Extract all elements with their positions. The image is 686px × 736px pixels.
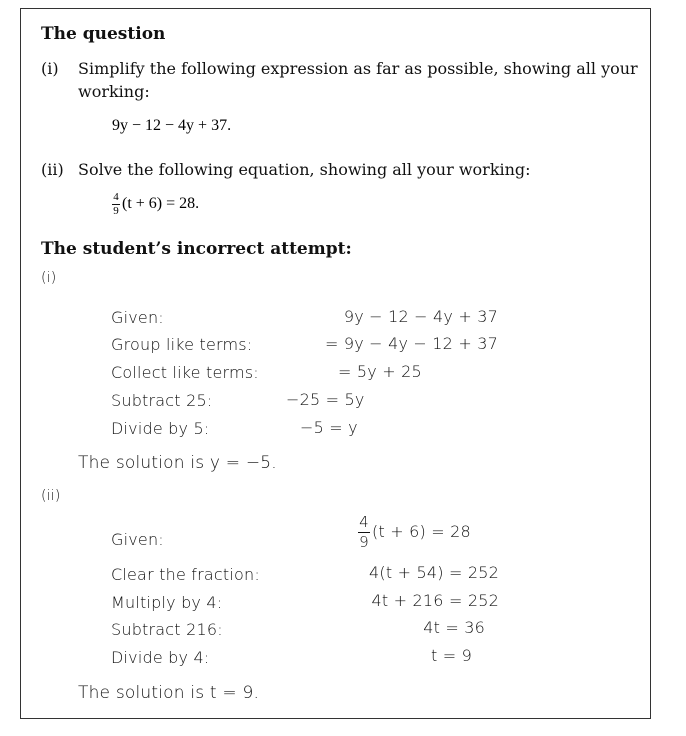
part2-given-expr [358,515,471,550]
part2-step-expr: 4(t + 54) = 252 [369,563,499,582]
attempt-heading: The student’s incorrect attempt: [41,239,352,259]
part2-step-label: Subtract 216: [111,620,223,639]
part1-step-label: Divide by 5: [111,419,210,438]
q1-label: (i) [41,59,59,78]
part1-step-expr: = 9y − 4y − 12 + 37 [324,334,498,353]
question-heading: The question [41,24,166,44]
part1-solution: The solution is y = −5. [78,453,277,473]
part1-step-expr: = 5y + 25 [338,362,422,381]
part2-step-label: Multiply by 4: [111,593,223,612]
part2-step-label: Clear the fraction: [111,565,260,584]
part1-step-expr: −25 = 5y [286,390,365,409]
q2-fraction [112,192,120,217]
part2-given-numerator: 4 [359,513,369,531]
part1-step-label: Collect like terms: [111,363,259,382]
part2-step-expr: 4t = 36 [423,618,485,637]
q1-text-line1: Simplify the following expression as far as possible, showing all your [78,59,638,78]
q2-fraction-denominator: 9 [113,205,119,217]
part1-label: (i) [41,270,57,286]
q2-label: (ii) [41,160,64,179]
part1-step-expr: −5 = y [300,418,358,437]
part2-given-label: Given: [111,530,164,549]
part1-step-label: Group like terms: [111,335,253,354]
part2-given-denominator: 9 [359,533,369,551]
part2-solution: The solution is t = 9. [78,683,260,703]
q2-equation-rest: (t + 6) = 28. [122,195,200,213]
part2-step-label: Divide by 4: [111,648,210,667]
q2-equation [112,192,199,217]
part2-step-expr: 4t + 216 = 252 [371,591,499,610]
part2-label: (ii) [41,488,61,504]
part2-given-rest: (t + 6) = 28 [372,522,471,541]
part2-step-expr: t = 9 [430,646,472,665]
part1-step-label: Subtract 25: [111,391,213,410]
q2-text: Solve the following equation, showing all your working: [78,160,531,179]
q1-text-line2: working: [78,82,150,101]
part1-step-label: Given: [111,308,164,327]
part1-step-expr: 9y − 12 − 4y + 37 [343,307,498,326]
q1-expression: 9y − 12 − 4y + 37. [112,117,232,134]
q2-fraction-numerator: 4 [113,191,119,203]
part2-given-fraction [358,515,370,550]
